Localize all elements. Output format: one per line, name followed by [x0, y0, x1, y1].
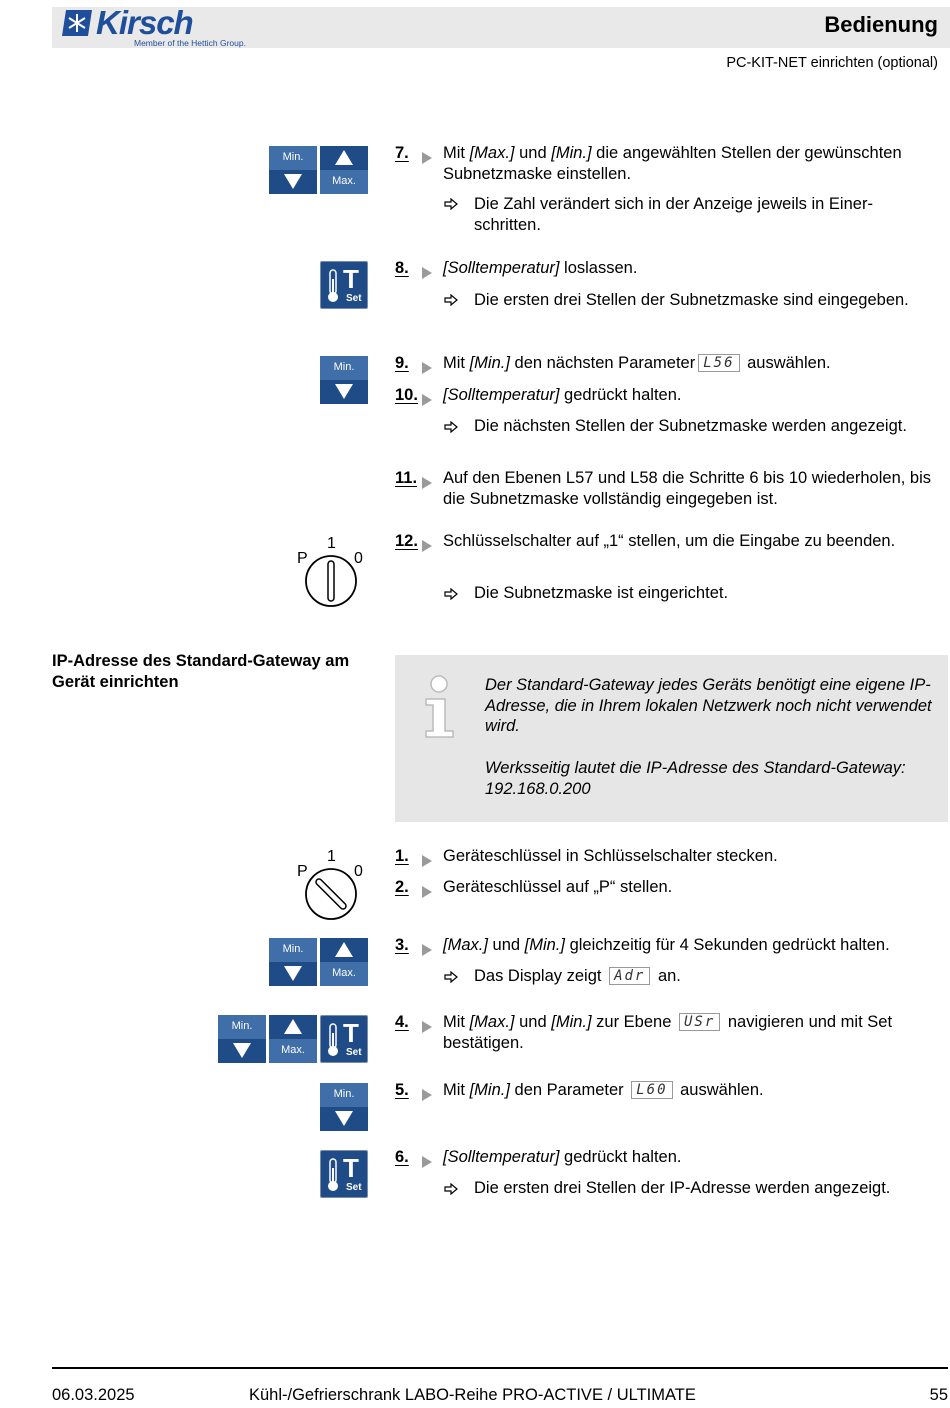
step-number: 9. [395, 354, 409, 372]
step-number: 11. [395, 469, 418, 487]
display-readout: L60 [631, 1081, 672, 1099]
result-arrow-icon [444, 421, 458, 433]
thermometer-icon [326, 1023, 340, 1057]
footer-divider [52, 1367, 948, 1369]
info-note [395, 655, 948, 822]
step-text: [Solltemperatur] gedrückt halten. [443, 1148, 682, 1166]
result-arrow-icon [444, 198, 458, 210]
page-section-title: Bedienung [824, 12, 938, 37]
step-text: Mit [Min.] den Parameter L60 auswählen. [443, 1081, 764, 1099]
step-number: 12. [395, 532, 418, 550]
section-heading: IP-Adresse des Standard-Gateway am Gerät einrichten [52, 652, 350, 691]
step-text: [Max.] und [Min.] gleichzeitig für 4 Sekunden gedrückt halten. [443, 936, 890, 954]
logo-wordmark: Kirsch [96, 4, 193, 41]
step-arrow-icon [422, 1021, 432, 1033]
max-button-icon: Max. [269, 1015, 317, 1063]
brand-logo [62, 6, 252, 50]
step-arrow-icon [422, 1089, 432, 1101]
step-number: 4. [395, 1013, 409, 1031]
step-text: Mit [Max.] und [Min.] zur Ebene USr navigieren und mit Set bestätigen. [443, 1013, 893, 1052]
min-button-icon: Min. [218, 1015, 266, 1063]
step-number: 10. [395, 386, 418, 404]
note-paragraph: Der Standard-Gateway jedes Geräts benötigt eine eigene IP-Adresse, die in Ihrem lokalen Netzwerk noch nicht verwendet wird. [485, 676, 932, 735]
step-number: 7. [395, 144, 409, 162]
thermometer-icon [326, 269, 340, 303]
step-number: 3. [395, 936, 409, 954]
step-arrow-icon [422, 362, 432, 374]
step-result: Das Display zeigt Adr an. [474, 967, 681, 985]
step-number: 6. [395, 1148, 409, 1166]
step-number: 5. [395, 1081, 409, 1099]
info-icon [421, 675, 457, 739]
step-arrow-icon [422, 394, 432, 406]
key-switch-icon: P 1 0 [292, 535, 370, 607]
key-switch-icon: P 1 0 [292, 848, 370, 920]
step-text: Geräteschlüssel auf „P“ stellen. [443, 878, 673, 896]
step-arrow-icon [422, 540, 432, 552]
result-arrow-icon [444, 294, 458, 306]
display-readout: USr [679, 1013, 720, 1031]
footer-product: Kühl-/Gefrierschrank LABO-Reihe PRO-ACTIVE / ULTIMATE [249, 1386, 696, 1404]
step-text: Mit [Max.] und [Min.] die angewählten Stellen der gewünschten Subnetzmaske einstellen. [443, 144, 902, 183]
result-arrow-icon [444, 971, 458, 983]
page-subtitle: PC-KIT-NET einrichten (optional) [726, 55, 938, 71]
step-arrow-icon [422, 944, 432, 956]
result-arrow-icon [444, 588, 458, 600]
step-text: Geräteschlüssel in Schlüsselschalter stecken. [443, 847, 778, 865]
step-text: [Solltemperatur] gedrückt halten. [443, 386, 682, 404]
snowflake-logo-icon [62, 8, 96, 38]
step-arrow-icon [422, 1156, 432, 1168]
solltemperatur-set-button-icon: T Set [320, 1015, 368, 1063]
result-arrow-icon [444, 1183, 458, 1195]
step-arrow-icon [422, 152, 432, 164]
min-button-icon: Min. [269, 146, 317, 194]
display-readout: L56 [698, 354, 739, 372]
step-number: 2. [395, 878, 409, 896]
min-button-icon: Min. [269, 938, 317, 986]
step-result: Die nächsten Stellen der Subnetzmaske werden angezeigt. [474, 417, 907, 435]
solltemperatur-set-button-icon: T Set [320, 1150, 368, 1198]
display-readout: Adr [609, 967, 650, 985]
step-arrow-icon [422, 886, 432, 898]
step-text: Schlüsselschalter auf „1“ stellen, um die Eingabe zu beenden. [443, 532, 896, 550]
step-arrow-icon [422, 267, 432, 279]
step-text: Auf den Ebenen L57 und L58 die Schritte 6 bis 10 wiederholen, bis die Subnetzmaske vollständig eingegeben ist. [443, 469, 932, 508]
step-text: [Solltemperatur] loslassen. [443, 259, 638, 277]
step-arrow-icon [422, 855, 432, 867]
footer-date: 06.03.2025 [52, 1386, 135, 1404]
step-result: Die ersten drei Stellen der IP-Adresse werden angezeigt. [474, 1179, 891, 1197]
step-number: 8. [395, 259, 409, 277]
step-text: Mit [Min.] den nächsten Parameter L56 auswählen. [443, 354, 831, 372]
max-button-icon: Max. [320, 146, 368, 194]
min-button-icon: Min. [320, 1083, 368, 1131]
solltemperatur-set-button-icon: T Set [320, 261, 368, 309]
max-button-icon: Max. [320, 938, 368, 986]
step-number: 1. [395, 847, 409, 865]
step-result: Die Zahl verändert sich in der Anzeige jeweils in Einerschritten. [474, 195, 873, 234]
logo-tagline: Member of the Hettich Group. [134, 38, 246, 48]
step-arrow-icon [422, 477, 432, 489]
page-number: 55 [929, 1386, 948, 1404]
note-paragraph: Werksseitig lautet die IP-Adresse des Standard-Gateway: 192.168.0.200 [485, 759, 906, 798]
step-result: Die ersten drei Stellen der Subnetzmaske sind eingegeben. [474, 291, 909, 309]
thermometer-icon [326, 1158, 340, 1192]
min-button-icon: Min. [320, 356, 368, 404]
step-result: Die Subnetzmaske ist eingerichtet. [474, 584, 729, 602]
